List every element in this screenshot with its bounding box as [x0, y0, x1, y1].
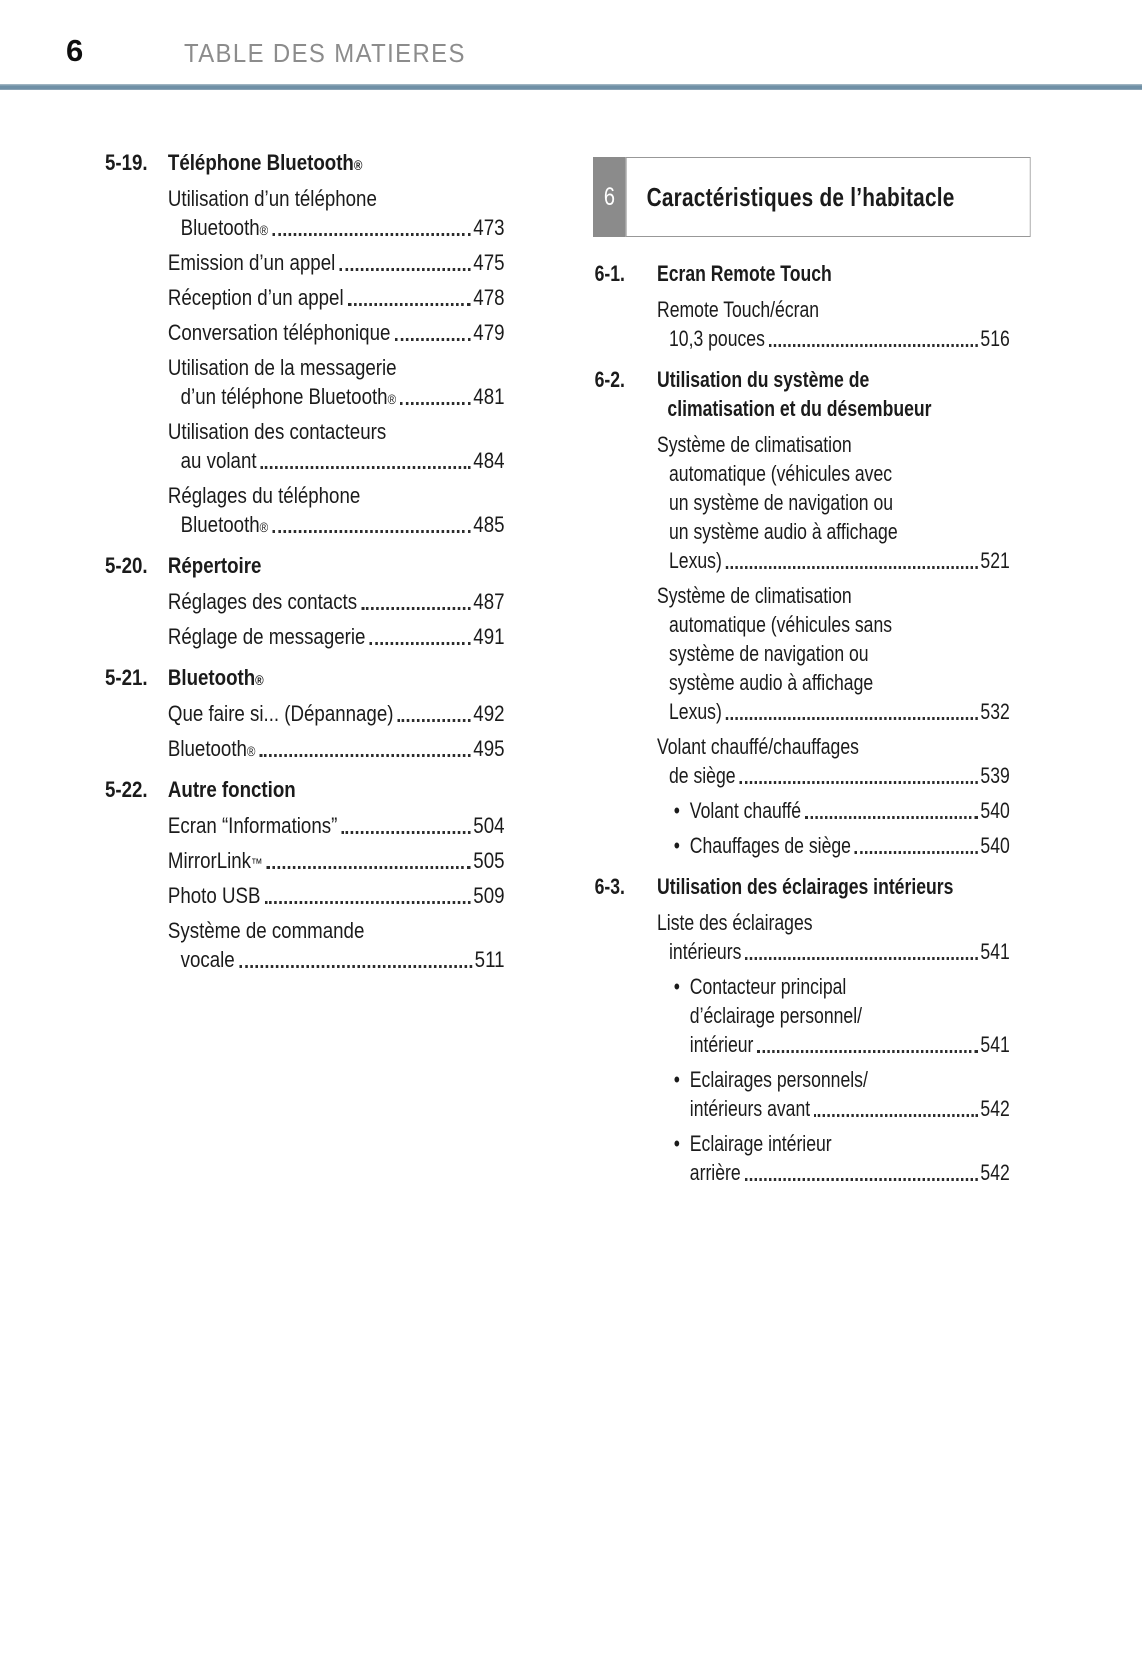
entry-label: au volant — [180, 448, 257, 473]
dot-leader — [348, 303, 471, 306]
section-heading — [595, 365, 1010, 394]
entry-page: 509 — [473, 883, 505, 908]
entry-line — [168, 846, 505, 875]
dot-leader — [272, 530, 470, 533]
entry-label: MirrorLink™ — [167, 848, 263, 873]
dot-leader — [361, 607, 470, 610]
entry-page: 487 — [473, 589, 505, 614]
entry-page: 541 — [980, 939, 1010, 964]
dot-leader — [272, 233, 470, 236]
entry-line — [168, 248, 505, 277]
entry-line: Système de climatisation — [657, 583, 852, 608]
entry-label: Ecran “Informations” — [167, 813, 338, 838]
entry-page: 542 — [980, 1160, 1010, 1185]
entry-line: système audio à affichage — [669, 670, 874, 695]
entry-line — [690, 1094, 1010, 1123]
section-heading — [105, 148, 505, 177]
entry-page: 516 — [980, 326, 1010, 351]
toc-entry — [168, 481, 505, 539]
entry-line — [657, 697, 1010, 726]
entry-label: vocale — [180, 947, 235, 972]
dot-leader — [342, 831, 471, 834]
dot-leader — [805, 816, 978, 819]
entry-line — [168, 283, 505, 312]
toc-entry — [168, 699, 505, 728]
entry-line: automatique (véhicules avec — [669, 461, 893, 486]
toc-entry — [168, 184, 505, 242]
section-number: 5-21. — [105, 665, 148, 690]
toc-entry — [168, 417, 505, 475]
dot-leader — [265, 901, 471, 904]
toc-entry — [168, 881, 505, 910]
section-title: Répertoire — [167, 553, 262, 578]
entry-line — [657, 937, 1010, 966]
chapter-title: Caractéristiques de l’habitacle — [646, 181, 955, 212]
section-heading — [105, 775, 505, 804]
entry-line — [168, 446, 505, 475]
entry-line: • Eclairage intérieur — [689, 1131, 832, 1156]
section-heading — [105, 551, 505, 580]
dot-leader — [239, 965, 472, 968]
dot-leader — [395, 338, 471, 341]
dot-leader — [398, 719, 471, 722]
entry-label: de siège — [669, 763, 736, 788]
dot-leader — [267, 866, 471, 869]
entry-page: 479 — [473, 320, 505, 345]
entry-line: • Contacteur principal — [689, 974, 847, 999]
toc-entry — [168, 248, 505, 277]
section-title: Téléphone Bluetooth® — [167, 150, 363, 175]
entry-line — [168, 213, 505, 242]
section-heading — [595, 872, 1010, 901]
toc-entry-bullet — [657, 972, 1010, 1059]
toc-entry — [168, 811, 505, 840]
dot-leader — [340, 268, 471, 271]
entry-line — [690, 1030, 1010, 1059]
entry-line: Système de commande — [167, 918, 365, 943]
section-heading — [595, 259, 1010, 288]
entry-line — [168, 382, 505, 411]
entry-line — [168, 811, 505, 840]
entry-line: Utilisation d’un téléphone — [167, 186, 377, 211]
toc-entry — [168, 318, 505, 347]
toc-entry — [168, 916, 505, 974]
page-title: TABLE DES MATIERES — [184, 38, 466, 68]
entry-line: Système de climatisation — [657, 432, 852, 457]
entry-label: Que faire si... (Dépannage) — [167, 701, 394, 726]
entry-label: intérieur — [689, 1032, 754, 1057]
section-title: Utilisation des éclairages intérieurs — [657, 874, 954, 899]
chapter-title-box — [626, 157, 1031, 237]
dot-leader — [757, 1050, 978, 1053]
toc-entry — [657, 732, 1010, 790]
entry-line: Utilisation des contacteurs — [167, 419, 387, 444]
dot-leader — [260, 754, 471, 757]
entry-line: Volant chauffé/chauffages — [657, 734, 859, 759]
entry-line — [690, 796, 1010, 825]
dot-leader — [370, 642, 471, 645]
entry-label: Bluetooth® — [167, 736, 256, 761]
entry-label: arrière — [689, 1160, 741, 1185]
toc-entry-bullet — [657, 796, 1010, 825]
entry-line — [168, 881, 505, 910]
entry-line: Réglages du téléphone — [167, 483, 361, 508]
entry-line: Utilisation de la messagerie — [167, 355, 397, 380]
entry-page: 491 — [473, 624, 505, 649]
entry-label: d’un téléphone Bluetooth® — [180, 384, 397, 409]
entry-line: un système audio à affichage — [669, 519, 898, 544]
entry-page: 495 — [473, 736, 505, 761]
entry-line — [690, 1158, 1010, 1187]
entry-label: Réglage de messagerie — [167, 624, 366, 649]
toc-entry — [657, 908, 1010, 966]
toc-entry — [657, 430, 1010, 575]
entry-line — [657, 761, 1010, 790]
entry-label: Bluetooth® — [180, 215, 269, 240]
entry-label: Lexus) — [669, 548, 722, 573]
toc-entry — [168, 587, 505, 616]
entry-page: 478 — [473, 285, 505, 310]
entry-page: 540 — [980, 798, 1010, 823]
entry-page: 484 — [473, 448, 505, 473]
entry-page: 521 — [980, 548, 1010, 573]
entry-page: 505 — [473, 848, 505, 873]
entry-page: 481 — [473, 384, 505, 409]
entry-line: Remote Touch/écran — [657, 297, 820, 322]
section-number: 5-20. — [105, 553, 148, 578]
section-title: Ecran Remote Touch — [657, 261, 832, 286]
entry-label: Bluetooth® — [180, 512, 269, 537]
dot-leader — [400, 402, 470, 405]
section-number: 5-22. — [105, 777, 148, 802]
entry-label: Lexus) — [669, 699, 722, 724]
dot-leader — [726, 566, 978, 569]
dot-leader — [740, 781, 978, 784]
toc-entry — [168, 283, 505, 312]
entry-line: • Eclairages personnels/ — [689, 1067, 868, 1092]
section-number: 6-2. — [594, 367, 625, 392]
entry-page: 475 — [473, 250, 505, 275]
toc-entry — [168, 622, 505, 651]
entry-line: automatique (véhicules sans — [669, 612, 893, 637]
entry-line: un système de navigation ou — [669, 490, 894, 515]
entry-line — [168, 734, 505, 763]
entry-page: 485 — [473, 512, 505, 537]
section-number: 5-19. — [105, 150, 148, 175]
entry-label: Photo USB — [167, 883, 261, 908]
entry-page: 532 — [980, 699, 1010, 724]
entry-label: intérieurs — [669, 939, 742, 964]
entry-line — [657, 546, 1010, 575]
entry-line: d’éclairage personnel/ — [689, 1003, 863, 1028]
toc-entry-bullet — [657, 1065, 1010, 1123]
entry-label: Conversation téléphonique — [167, 320, 391, 345]
entry-line — [168, 622, 505, 651]
dot-leader — [261, 466, 471, 469]
chapter-banner — [593, 157, 1031, 237]
entry-line: Liste des éclairages — [657, 910, 813, 935]
section-title: Utilisation du système de — [657, 367, 870, 392]
dot-leader — [745, 1178, 978, 1181]
entry-label: Réglages des contacts — [167, 589, 358, 614]
entry-line — [168, 699, 505, 728]
toc-right-column — [593, 157, 1031, 1193]
toc-entry — [657, 581, 1010, 726]
section-number: 6-1. — [594, 261, 625, 286]
toc-entry — [168, 846, 505, 875]
entry-line — [690, 831, 1010, 860]
entry-page: 492 — [473, 701, 505, 726]
section-title-line2: climatisation et du désembueur — [667, 396, 932, 421]
chapter-number-badge: 6 — [593, 157, 626, 237]
dot-leader — [726, 717, 978, 720]
dot-leader — [745, 957, 978, 960]
dot-leader — [769, 344, 978, 347]
entry-page: 541 — [980, 1032, 1010, 1057]
entry-page: 504 — [473, 813, 505, 838]
toc-entry — [168, 734, 505, 763]
entry-page: 473 — [473, 215, 505, 240]
entry-label: 10,3 pouces — [669, 326, 765, 351]
entry-line — [168, 587, 505, 616]
entry-line — [168, 318, 505, 347]
entry-page: 542 — [980, 1096, 1010, 1121]
entry-line: système de navigation ou — [669, 641, 869, 666]
toc-entry — [168, 353, 505, 411]
toc-entry-bullet — [657, 1129, 1010, 1187]
entry-label: • Chauffages de siège — [689, 833, 851, 858]
toc-entry-bullet — [657, 831, 1010, 860]
dot-leader — [855, 851, 978, 854]
entry-page: 511 — [474, 947, 505, 972]
entry-label: intérieurs avant — [689, 1096, 811, 1121]
section-number: 6-3. — [594, 874, 625, 899]
entry-line — [657, 324, 1010, 353]
entry-label: • Volant chauffé — [689, 798, 802, 823]
toc-left-column — [105, 148, 505, 980]
entry-line — [168, 510, 505, 539]
entry-label: Emission d’un appel — [167, 250, 336, 275]
header-rule — [0, 84, 1142, 90]
page-number: 6 — [66, 33, 84, 68]
dot-leader — [814, 1114, 978, 1117]
entry-page: 539 — [980, 763, 1010, 788]
section-heading — [105, 663, 505, 692]
section-title: Bluetooth® — [167, 665, 264, 690]
section-title: Autre fonction — [167, 777, 296, 802]
entry-page: 540 — [980, 833, 1010, 858]
entry-label: Réception d’un appel — [167, 285, 344, 310]
entry-line — [168, 945, 505, 974]
toc-entry — [657, 295, 1010, 353]
